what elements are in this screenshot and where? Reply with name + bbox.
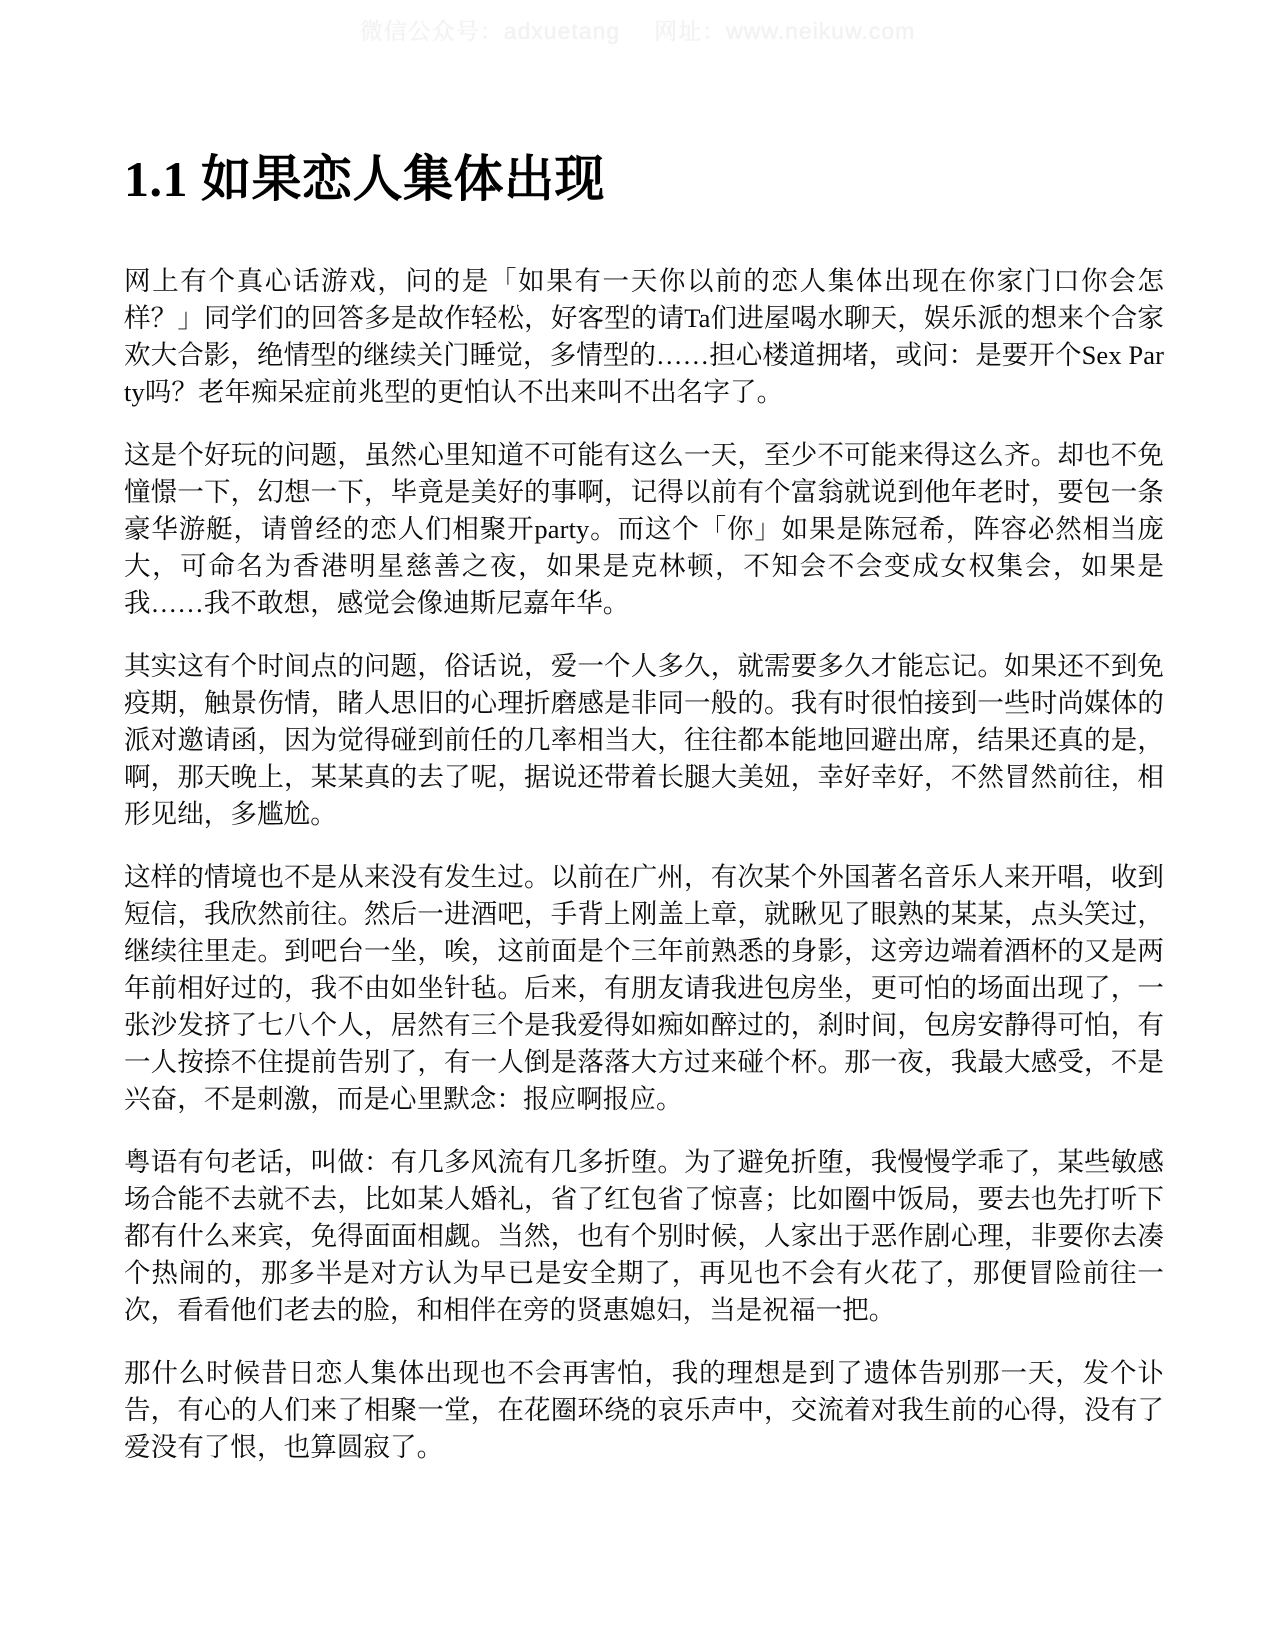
watermark-band — [0, 0, 1275, 58]
body-paragraph: 粤语有句老话，叫做：有几多风流有几多折堕。为了避免折堕，我慢慢学乖了，某些敏感场合能不去就不去，比如某人婚礼，省了红包省了惊喜；比如圈中饭局，要去也先打听下都有什么来宾，免得面面相觑。当然，也有个别时候，人家出于恶作剧心理，非要你去凑个热闹的，那多半是对方认为早已是安全期了，再见也不会有火花了，那便冒险前往一次，看看他们老去的脸，和相伴在旁的贤惠媳妇，当是祝福一把。 — [124, 1147, 1164, 1325]
body-paragraph: 其实这有个时间点的问题，俗话说，爱一个人多久，就需要多久才能忘记。如果还不到免疫期，触景伤情，睹人思旧的心理折磨感是非同一般的。我有时很怕接到一些时尚媒体的派对邀请函，因为觉得碰到前任的几率相当大，往往都本能地回避出席，结果还真的是，啊，那天晚上，某某真的去了呢，据说还带着长腿大美妞，幸好幸好，不然冒然前往，相形见绌，多尴尬。 — [124, 651, 1164, 829]
watermark-wechat: 微信公众号：adxuetang — [359, 17, 621, 44]
body-paragraph: 这样的情境也不是从来没有发生过。以前在广州，有次某个外国著名音乐人来开唱，收到短信，我欣然前往。然后一进酒吧，手背上刚盖上章，就瞅见了眼熟的某某，点头笑过，继续往里走。到吧台一坐，唉，这前面是个三年前熟悉的身影，这旁边端着酒杯的又是两年前相好过的，我不由如坐针毡。后来，有朋友请我进包房坐，更可怕的场面出现了，一张沙发挤了七八个人，居然有三个是我爱得如痴如醉过的，刹时间，包房安静得可怕，有一人按捺不住提前告别了，有一人倒是落落大方过来碰个杯。那一夜，我最大感受，不是兴奋，不是刺激，而是心里默念：报应啊报应。 — [124, 862, 1164, 1114]
body-paragraph: 网上有个真心话游戏，问的是「如果有一天你以前的恋人集体出现在你家门口你会怎样？」同学们的回答多是故作轻松，好客型的请Ta们进屋喝水聊天，娱乐派的想来个合家欢大合影，绝情型的继续关门睡觉，多情型的……担心楼道拥堵，或问：是要开个Sex Party吗？老年痴呆症前兆型的更怕认不出来叫不出名字了。 — [124, 266, 1164, 407]
watermark-website: 网址：www.neikuw.com — [654, 17, 916, 44]
document-content — [124, 150, 1164, 1466]
page-title: 1.1 如果恋人集体出现 — [124, 151, 605, 207]
body-paragraph: 这是个好玩的问题，虽然心里知道不可能有这么一天，至少不可能来得这么齐。却也不免憧憬一下，幻想一下，毕竟是美好的事啊，记得以前有个富翁就说到他年老时，要包一条豪华游艇，请曾经的恋人们相聚开party。而这个「你」如果是陈冠希，阵容必然相当庞大，可命名为香港明星慈善之夜，如果是克林顿，不知会不会变成女权集会，如果是我……我不敢想，感觉会像迪斯尼嘉年华。 — [124, 440, 1164, 618]
body-paragraph: 那什么时候昔日恋人集体出现也不会再害怕，我的理想是到了遗体告别那一天，发个讣告，有心的人们来了相聚一堂，在花圈环绕的哀乐声中，交流着对我生前的心得，没有了爱没有了恨，也算圆寂了。 — [124, 1358, 1164, 1462]
